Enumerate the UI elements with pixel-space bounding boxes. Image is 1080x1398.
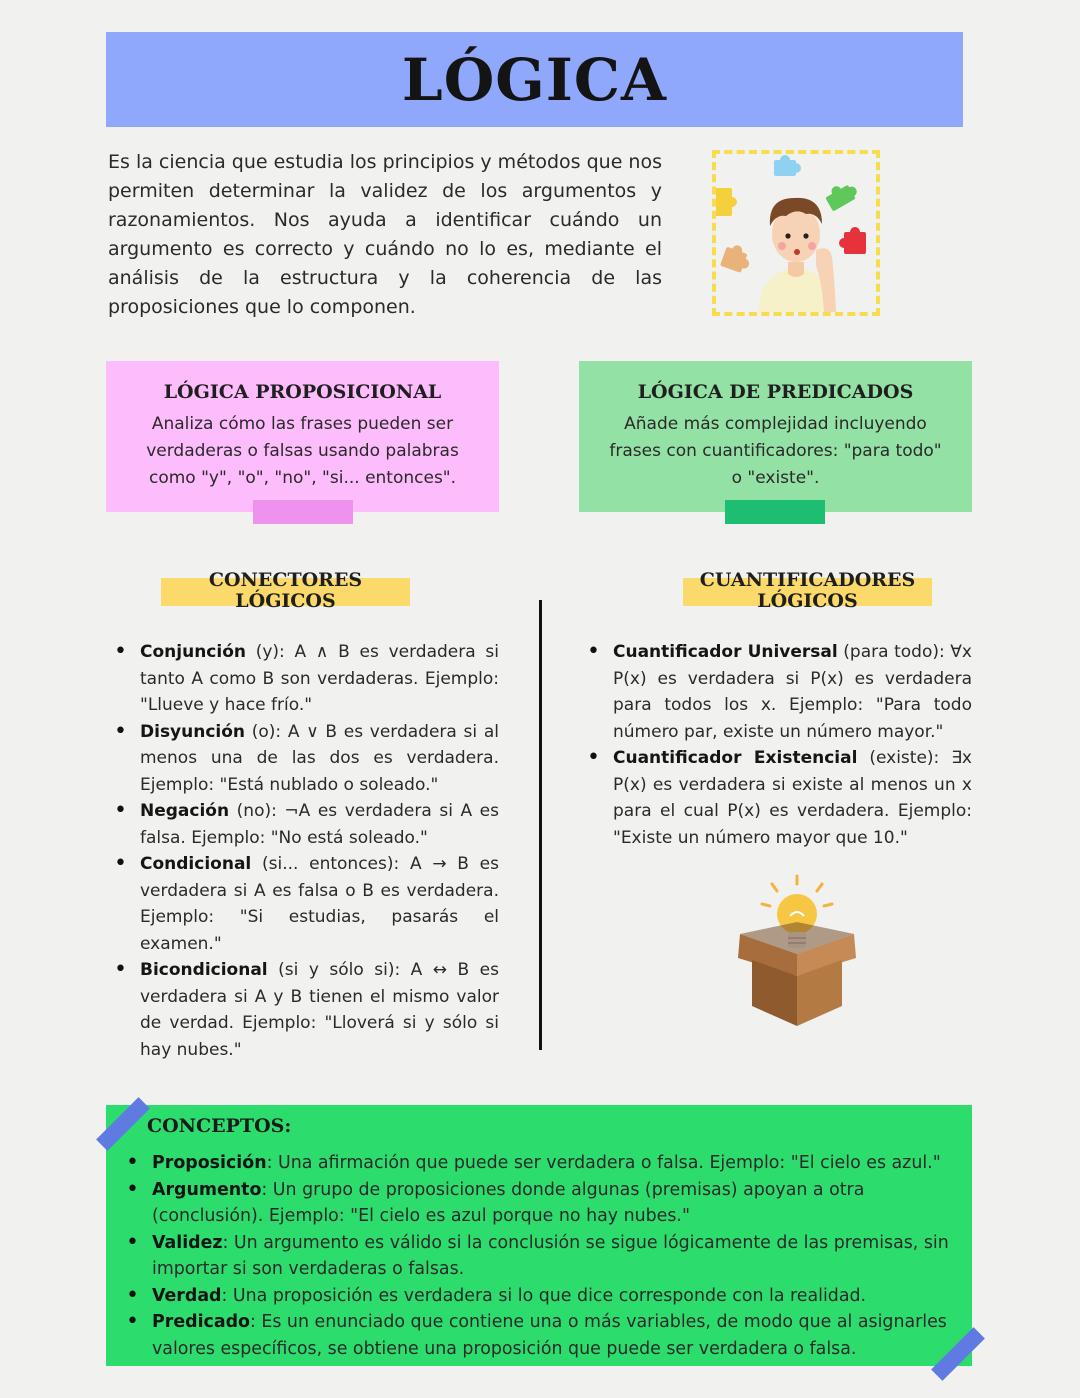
list-item: [106, 798, 499, 851]
thinking-boy-icon: [716, 154, 876, 312]
title-banner: [106, 32, 963, 127]
concepts-box: [106, 1105, 972, 1366]
item-text: (o): A ∨ B es verdadera si al menos una de las dos es verdadera. Ejemplo: "Está nublado o soleado.": [140, 721, 499, 795]
card-predicate-logic: [579, 361, 972, 512]
item-term: Condicional: [140, 854, 252, 874]
card-text: Añade más complejidad incluyendo frases con cuantificadores: "para todo" o "existe".: [609, 414, 942, 488]
item-term: Verdad: [152, 1285, 222, 1306]
item-text: (si y sólo si): A ↔ B es verdadera si A y B tienen el mismo valor de verdad. Ejemplo: "Lloverá si y sólo si hay nubes.": [140, 960, 499, 1060]
item-text: (existe): ∃x P(x) es verdadera si existe al menos un x para el cual P(x) es verdadera. Ejemplo: "Existe un número mayor que 10.": [613, 748, 972, 848]
item-text: (si... entonces): A → B es verdadera si A es falsa o B es verdadera. Ejemplo: "Si estudias, pasarás el examen.": [140, 854, 499, 954]
list-item: [106, 719, 499, 799]
item-term: Negación: [140, 801, 230, 821]
item-text: : Es un enunciado que contiene una o más variables, de modo que al asignarles valores específicos, se obtiene una proposición que puede ser verdadera o falsa.: [152, 1312, 947, 1359]
card-title: LÓGICA DE PREDICADOS: [637, 381, 914, 403]
item-term: Cuantificador Existencial: [613, 748, 858, 768]
list-item: [106, 851, 499, 957]
concepts-list: [118, 1150, 968, 1362]
list-item: [118, 1177, 968, 1230]
item-term: Argumento: [152, 1179, 262, 1200]
quantifiers-heading: [683, 570, 932, 612]
connectors-heading: [161, 570, 410, 612]
thinking-boy-puzzle-illustration: [712, 150, 880, 316]
item-text: (no): ¬A es verdadera si A es falsa. Ejemplo: "No está soleado.": [140, 801, 499, 848]
item-term: Cuantificador Universal: [613, 642, 838, 662]
item-term: Conjunción: [140, 642, 246, 662]
intro-paragraph: Es la ciencia que estudia los principios y métodos que nos permiten determinar la validez de los argumentos y razonamientos. Nos ayuda a identificar cuándo un argumento es correcto y cuándo no lo es, mediante el análisis de la estructura y la coherencia de las proposiciones que lo componen.: [108, 151, 662, 318]
list-item: [118, 1283, 968, 1310]
list-item: [106, 957, 499, 1063]
list-item: [579, 639, 972, 745]
item-text: : Una afirmación que puede ser verdadera o falsa. Ejemplo: "El cielo es azul.": [266, 1153, 941, 1173]
concepts-title: CONCEPTOS:: [147, 1115, 292, 1137]
item-term: Validez: [152, 1232, 223, 1253]
list-item: [118, 1230, 968, 1283]
item-term: Proposición: [152, 1153, 267, 1173]
lightbulb-box-icon: [734, 872, 860, 1028]
item-text: (para todo): ∀x P(x) es verdadera si P(x) es verdadera para todos los x. Ejemplo: "Para todo número par, existe un número mayor.": [613, 642, 972, 742]
list-item: [106, 639, 499, 719]
item-term: Predicado: [152, 1312, 250, 1332]
item-term: Bicondicional: [140, 960, 268, 980]
heading-line: LÓGICOS: [757, 590, 858, 612]
heading-line: LÓGICOS: [235, 590, 336, 612]
item-text: : Un argumento es válido si la conclusión se sigue lógicamente de las premisas, sin importar si son verdaderas o falsas.: [152, 1232, 949, 1279]
item-term: Disyunción: [140, 721, 246, 742]
decorative-tape: [725, 500, 825, 524]
item-text: : Un grupo de proposiciones donde algunas (premisas) apoyan a otra (conclusión). Ejemplo: "El cielo es azul porque no hay nubes.": [152, 1179, 865, 1226]
quantifiers-list: [579, 639, 972, 851]
page-title: LÓGICA: [401, 46, 668, 114]
item-text: (y): A ∧ B es verdadera si tanto A como B son verdaderas. Ejemplo: "Llueve y hace frío.": [140, 642, 499, 715]
card-text: Analiza cómo las frases pueden ser verdaderas o falsas usando palabras como "y", "o", "no", "si... entonces".: [146, 414, 459, 488]
card-title: LÓGICA PROPOSICIONAL: [163, 381, 442, 403]
decorative-tape: [253, 500, 353, 524]
column-divider: [539, 600, 542, 1050]
card-propositional-logic: [106, 361, 499, 512]
list-item: [118, 1309, 968, 1362]
item-text: : Una proposición es verdadera si lo que dice corresponde con la realidad.: [221, 1285, 867, 1306]
list-item: [579, 745, 972, 851]
heading-line: CONECTORES: [208, 569, 363, 591]
connectors-list: [106, 639, 499, 1063]
heading-line: CUANTIFICADORES: [699, 569, 916, 591]
list-item: [118, 1150, 968, 1177]
